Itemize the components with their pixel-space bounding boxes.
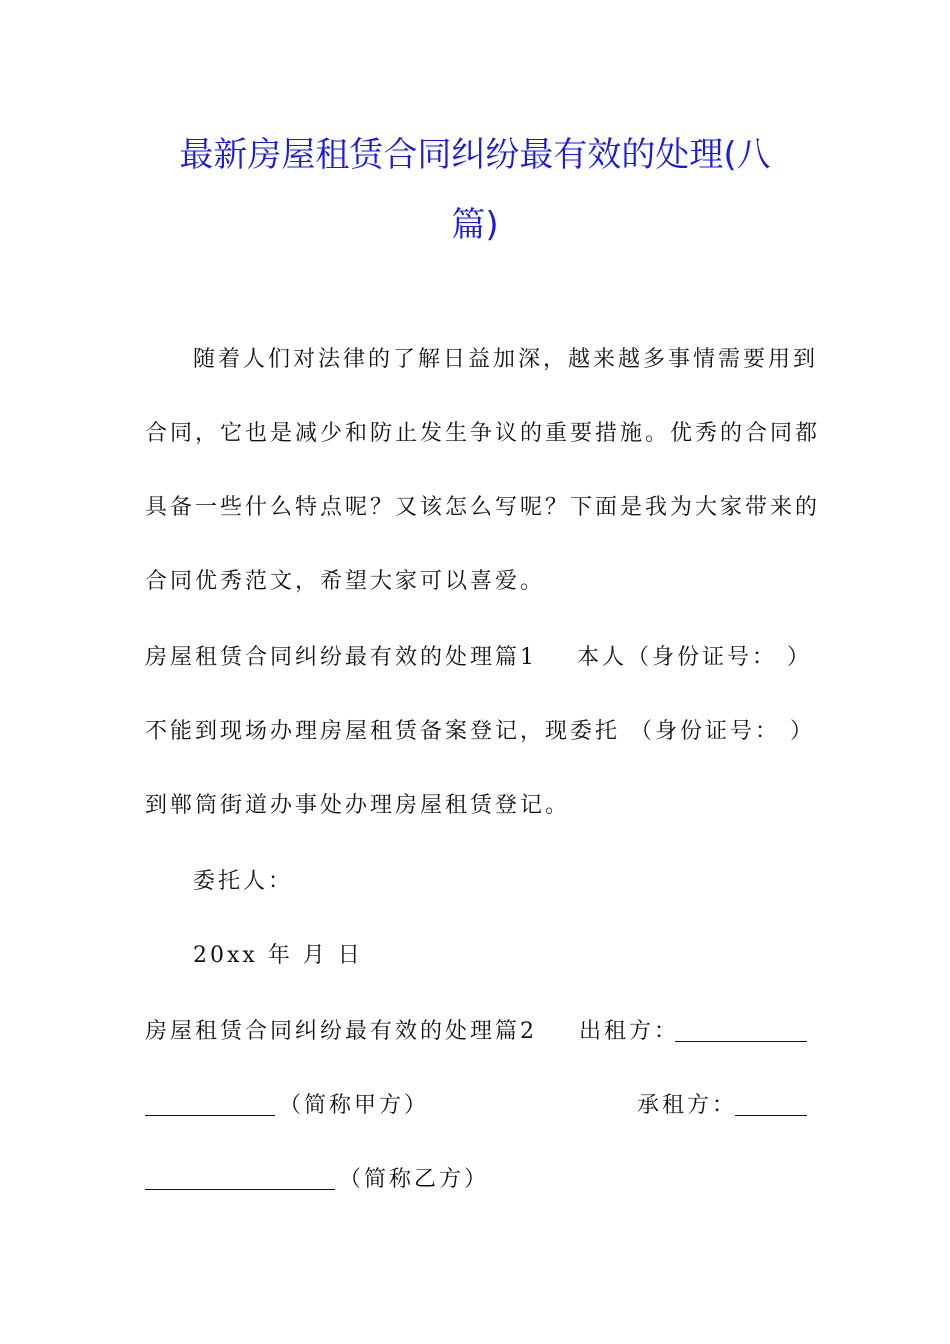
section-1-declarant: 本人（身份证号： ） — [577, 645, 812, 670]
principal-label: 委托人： — [193, 869, 294, 894]
party-b-note: （简称乙方） — [339, 1167, 490, 1192]
date-line: 20xx 年 月 日 — [193, 943, 363, 968]
party-a-blank — [145, 1093, 275, 1116]
intro-paragraph-line-3: 具备一些什么特点呢？又该怎么写呢？下面是我为大家带来的 — [145, 495, 821, 520]
section-2-heading: 房屋租赁合同纠纷最有效的处理篇2 — [145, 1019, 537, 1044]
section-2-first-line — [145, 1017, 807, 1047]
intro-paragraph-line-4: 合同优秀范文，希望大家可以喜爱。 — [145, 569, 546, 594]
section-1-line-3: 到郸筒街道办事处办理房屋租赁登记。 — [145, 793, 571, 818]
party-b-blank — [145, 1167, 335, 1190]
lessee-label: 承租方： — [637, 1093, 738, 1118]
lessor-label: 出租方： — [579, 1019, 680, 1044]
intro-paragraph-line-1: 随着人们对法律的了解日益加深，越来越多事情需要用到 — [193, 347, 819, 372]
document-title-line-2: 篇) — [451, 205, 499, 245]
lessee-blank-start — [735, 1093, 807, 1116]
party-a-note: （简称甲方） — [279, 1093, 430, 1118]
lessor-blank — [675, 1019, 807, 1042]
intro-paragraph-line-2: 合同，它也是减少和防止发生争议的重要措施。优秀的合同都 — [145, 421, 821, 446]
section-1-heading: 房屋租赁合同纠纷最有效的处理篇1 — [145, 645, 537, 670]
section-1-line-2: 不能到现场办理房屋租赁备案登记，现委托 （身份证号： ） — [145, 719, 815, 744]
section-1-first-line — [145, 643, 812, 673]
document-title-line-1: 最新房屋租赁合同纠纷最有效的处理(八 — [179, 135, 771, 175]
